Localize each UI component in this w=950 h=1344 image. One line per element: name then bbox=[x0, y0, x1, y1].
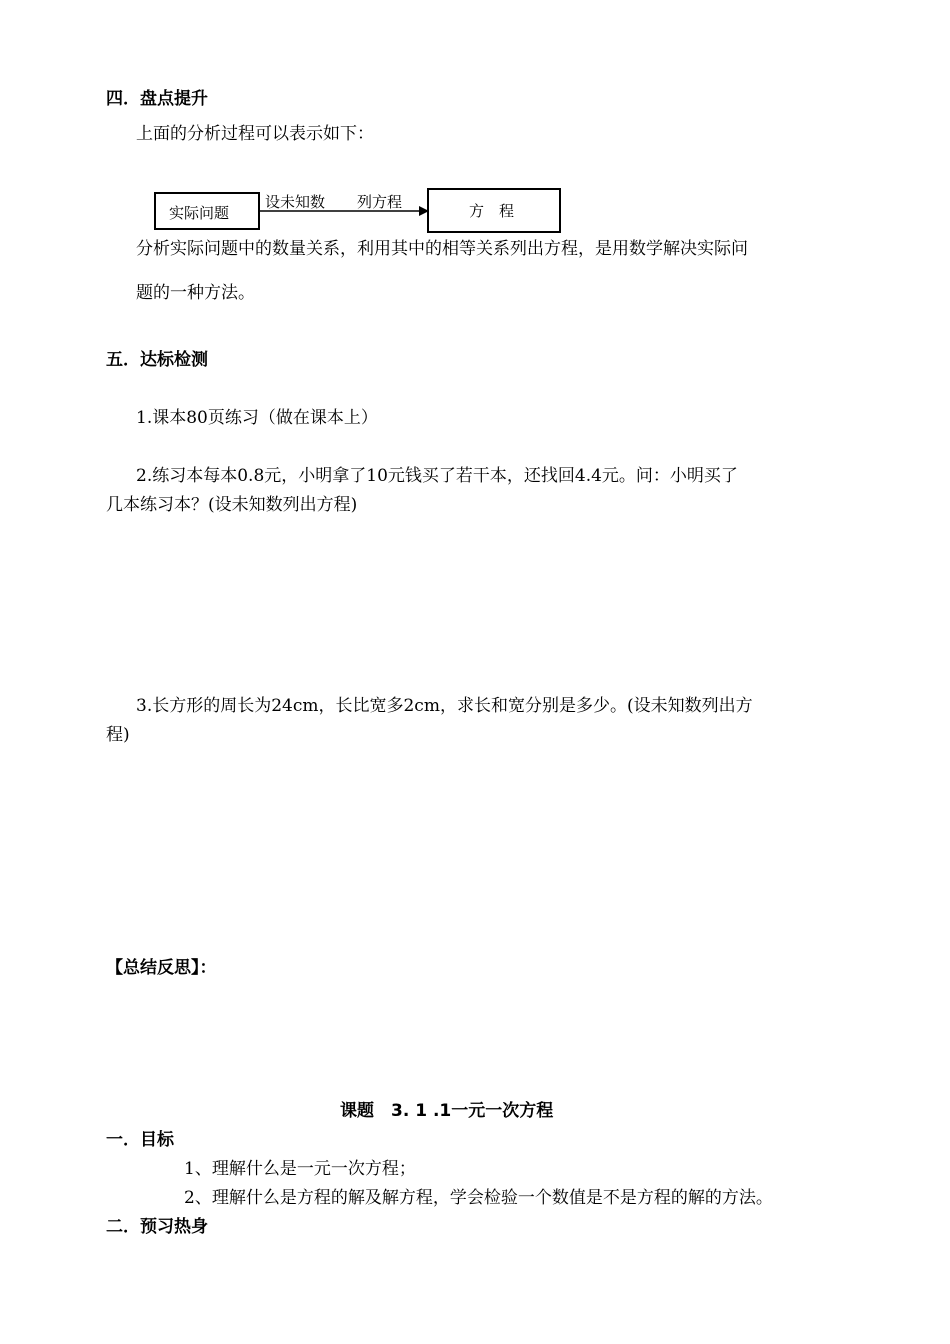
goal-item-2: 2、理解什么是方程的解及解方程，学会检验一个数值是不是方程的解的方法。 bbox=[184, 1188, 773, 1208]
diagram-box-real-problem-label: 实际问题 bbox=[169, 204, 230, 222]
diagram-arrow-label-equation: 列方程 bbox=[357, 193, 403, 211]
diagram-box-equation bbox=[427, 188, 561, 233]
preview-heading: 二．预习热身 bbox=[106, 1217, 208, 1237]
diagram-arrow-icon bbox=[259, 204, 431, 218]
question-2-line-1: 2.练习本每本0.8元，小明拿了10元钱买了若干本，还找回4.4元。问：小明买了 bbox=[136, 466, 738, 486]
question-3-line-1: 3.长方形的周长为24cm，长比宽多2cm，求长和宽分别是多少。(设未知数列出方 bbox=[136, 696, 753, 716]
lesson-title: 课题 3. 1 .1一元一次方程 bbox=[340, 1101, 554, 1121]
diagram-arrow-label-unknown: 设未知数 bbox=[265, 193, 326, 211]
diagram-box-equation-label: 方 程 bbox=[469, 202, 515, 220]
question-3-line-2: 程) bbox=[106, 725, 130, 745]
section-intro-text: 上面的分析过程可以表示如下： bbox=[136, 124, 374, 144]
question-2-line-2: 几本练习本？(设未知数列出方程) bbox=[106, 495, 358, 515]
summary-text-line-2: 题的一种方法。 bbox=[136, 283, 255, 303]
summary-text-line-1: 分析实际问题中的数量关系，利用其中的相等关系列出方程，是用数学解决实际问 bbox=[136, 239, 748, 259]
section-heading-assessment: 五．达标检测 bbox=[106, 350, 208, 370]
goal-item-1: 1、理解什么是一元一次方程； bbox=[184, 1159, 416, 1179]
reflection-heading: 【总结反思】： bbox=[106, 958, 217, 978]
goals-heading: 一．目标 bbox=[106, 1130, 174, 1150]
diagram-box-real-problem bbox=[154, 192, 260, 230]
question-1: 1.课本80页练习（做在课本上） bbox=[136, 408, 378, 428]
section-heading-review: 四．盘点提升 bbox=[106, 89, 208, 109]
